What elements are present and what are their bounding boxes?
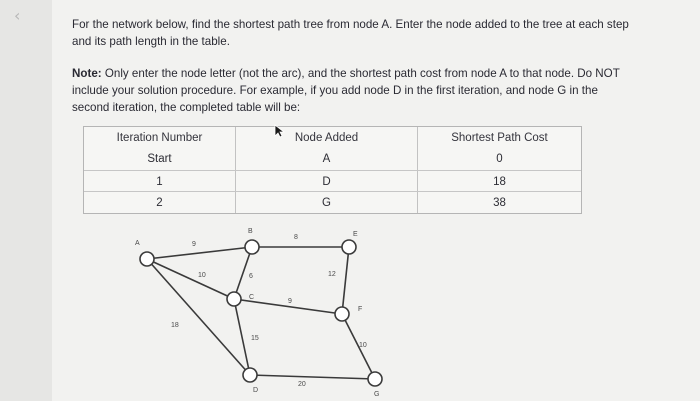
- network-graph: [128, 222, 408, 397]
- edge-weight-c-f: 9: [288, 298, 292, 305]
- table-row: [84, 170, 581, 192]
- header-shortest-path-cost: Shortest Path Cost: [451, 131, 548, 144]
- edge-weight-c-d: 15: [251, 335, 259, 342]
- back-arrow-icon[interactable]: ‹: [14, 6, 21, 25]
- node-e: [342, 240, 356, 254]
- node-cell: A: [322, 152, 331, 165]
- edge-e-f: [342, 247, 349, 314]
- edge-weight-b-e: 8: [294, 234, 298, 241]
- edge-weight-a-d: 18: [171, 322, 179, 329]
- table-row: [84, 148, 581, 169]
- mouse-cursor-icon: [274, 124, 286, 138]
- table-header-row: [84, 127, 581, 148]
- note-body: Only enter the node letter (not the arc), and the shortest path cost from node A to that node. Do NOT include your solution procedure. For example, if you add node D in the first iteration, and node G in the second iteration, the completed table will be:: [72, 67, 620, 114]
- edge-weight-b-c: 6: [249, 273, 253, 280]
- edge-a-b: [147, 247, 252, 259]
- node-label-d: D: [253, 387, 259, 394]
- node-d: [243, 368, 257, 382]
- iteration-cell: 1: [156, 175, 163, 188]
- question-page: [52, 0, 700, 401]
- edge-weight-f-g: 10: [359, 342, 367, 349]
- node-label-f: F: [358, 306, 363, 313]
- node-b: [245, 240, 259, 254]
- cost-cell: 0: [496, 152, 503, 165]
- note-label: Note:: [72, 67, 102, 80]
- node-f: [335, 307, 349, 321]
- edge-weight-d-g: 20: [298, 381, 306, 388]
- node-g: [368, 372, 382, 386]
- node-label-b: B: [248, 228, 253, 235]
- node-label-g: G: [374, 391, 380, 397]
- cost-cell: 18: [493, 175, 506, 188]
- node-label-e: E: [353, 231, 358, 238]
- header-node-added: Node Added: [294, 131, 359, 144]
- edge-weight-e-f: 12: [328, 271, 336, 278]
- cost-cell: 38: [493, 196, 506, 209]
- node-cell: D: [322, 175, 331, 188]
- node-c: [227, 292, 241, 306]
- example-table: [83, 126, 582, 214]
- node-label-a: A: [135, 240, 140, 247]
- node-cell: G: [322, 196, 331, 209]
- edge-weight-a-c: 10: [198, 272, 206, 279]
- header-iteration-number: Iteration Number: [116, 131, 203, 144]
- edge-c-d: [234, 299, 250, 375]
- question-text: For the network below, find the shortest path tree from node A. Enter the node added to the tree at each step and its path length in the table.: [72, 18, 629, 48]
- edge-a-c: [147, 259, 234, 299]
- iteration-cell: Start: [147, 152, 172, 165]
- note-text: [72, 65, 632, 116]
- left-margin: [0, 0, 52, 401]
- edge-weight-a-b: 9: [192, 241, 196, 248]
- node-a: [140, 252, 154, 266]
- node-label-c: C: [249, 294, 255, 301]
- iteration-cell: 2: [156, 196, 163, 209]
- table-row: [84, 191, 581, 213]
- edge-d-g: [250, 375, 375, 379]
